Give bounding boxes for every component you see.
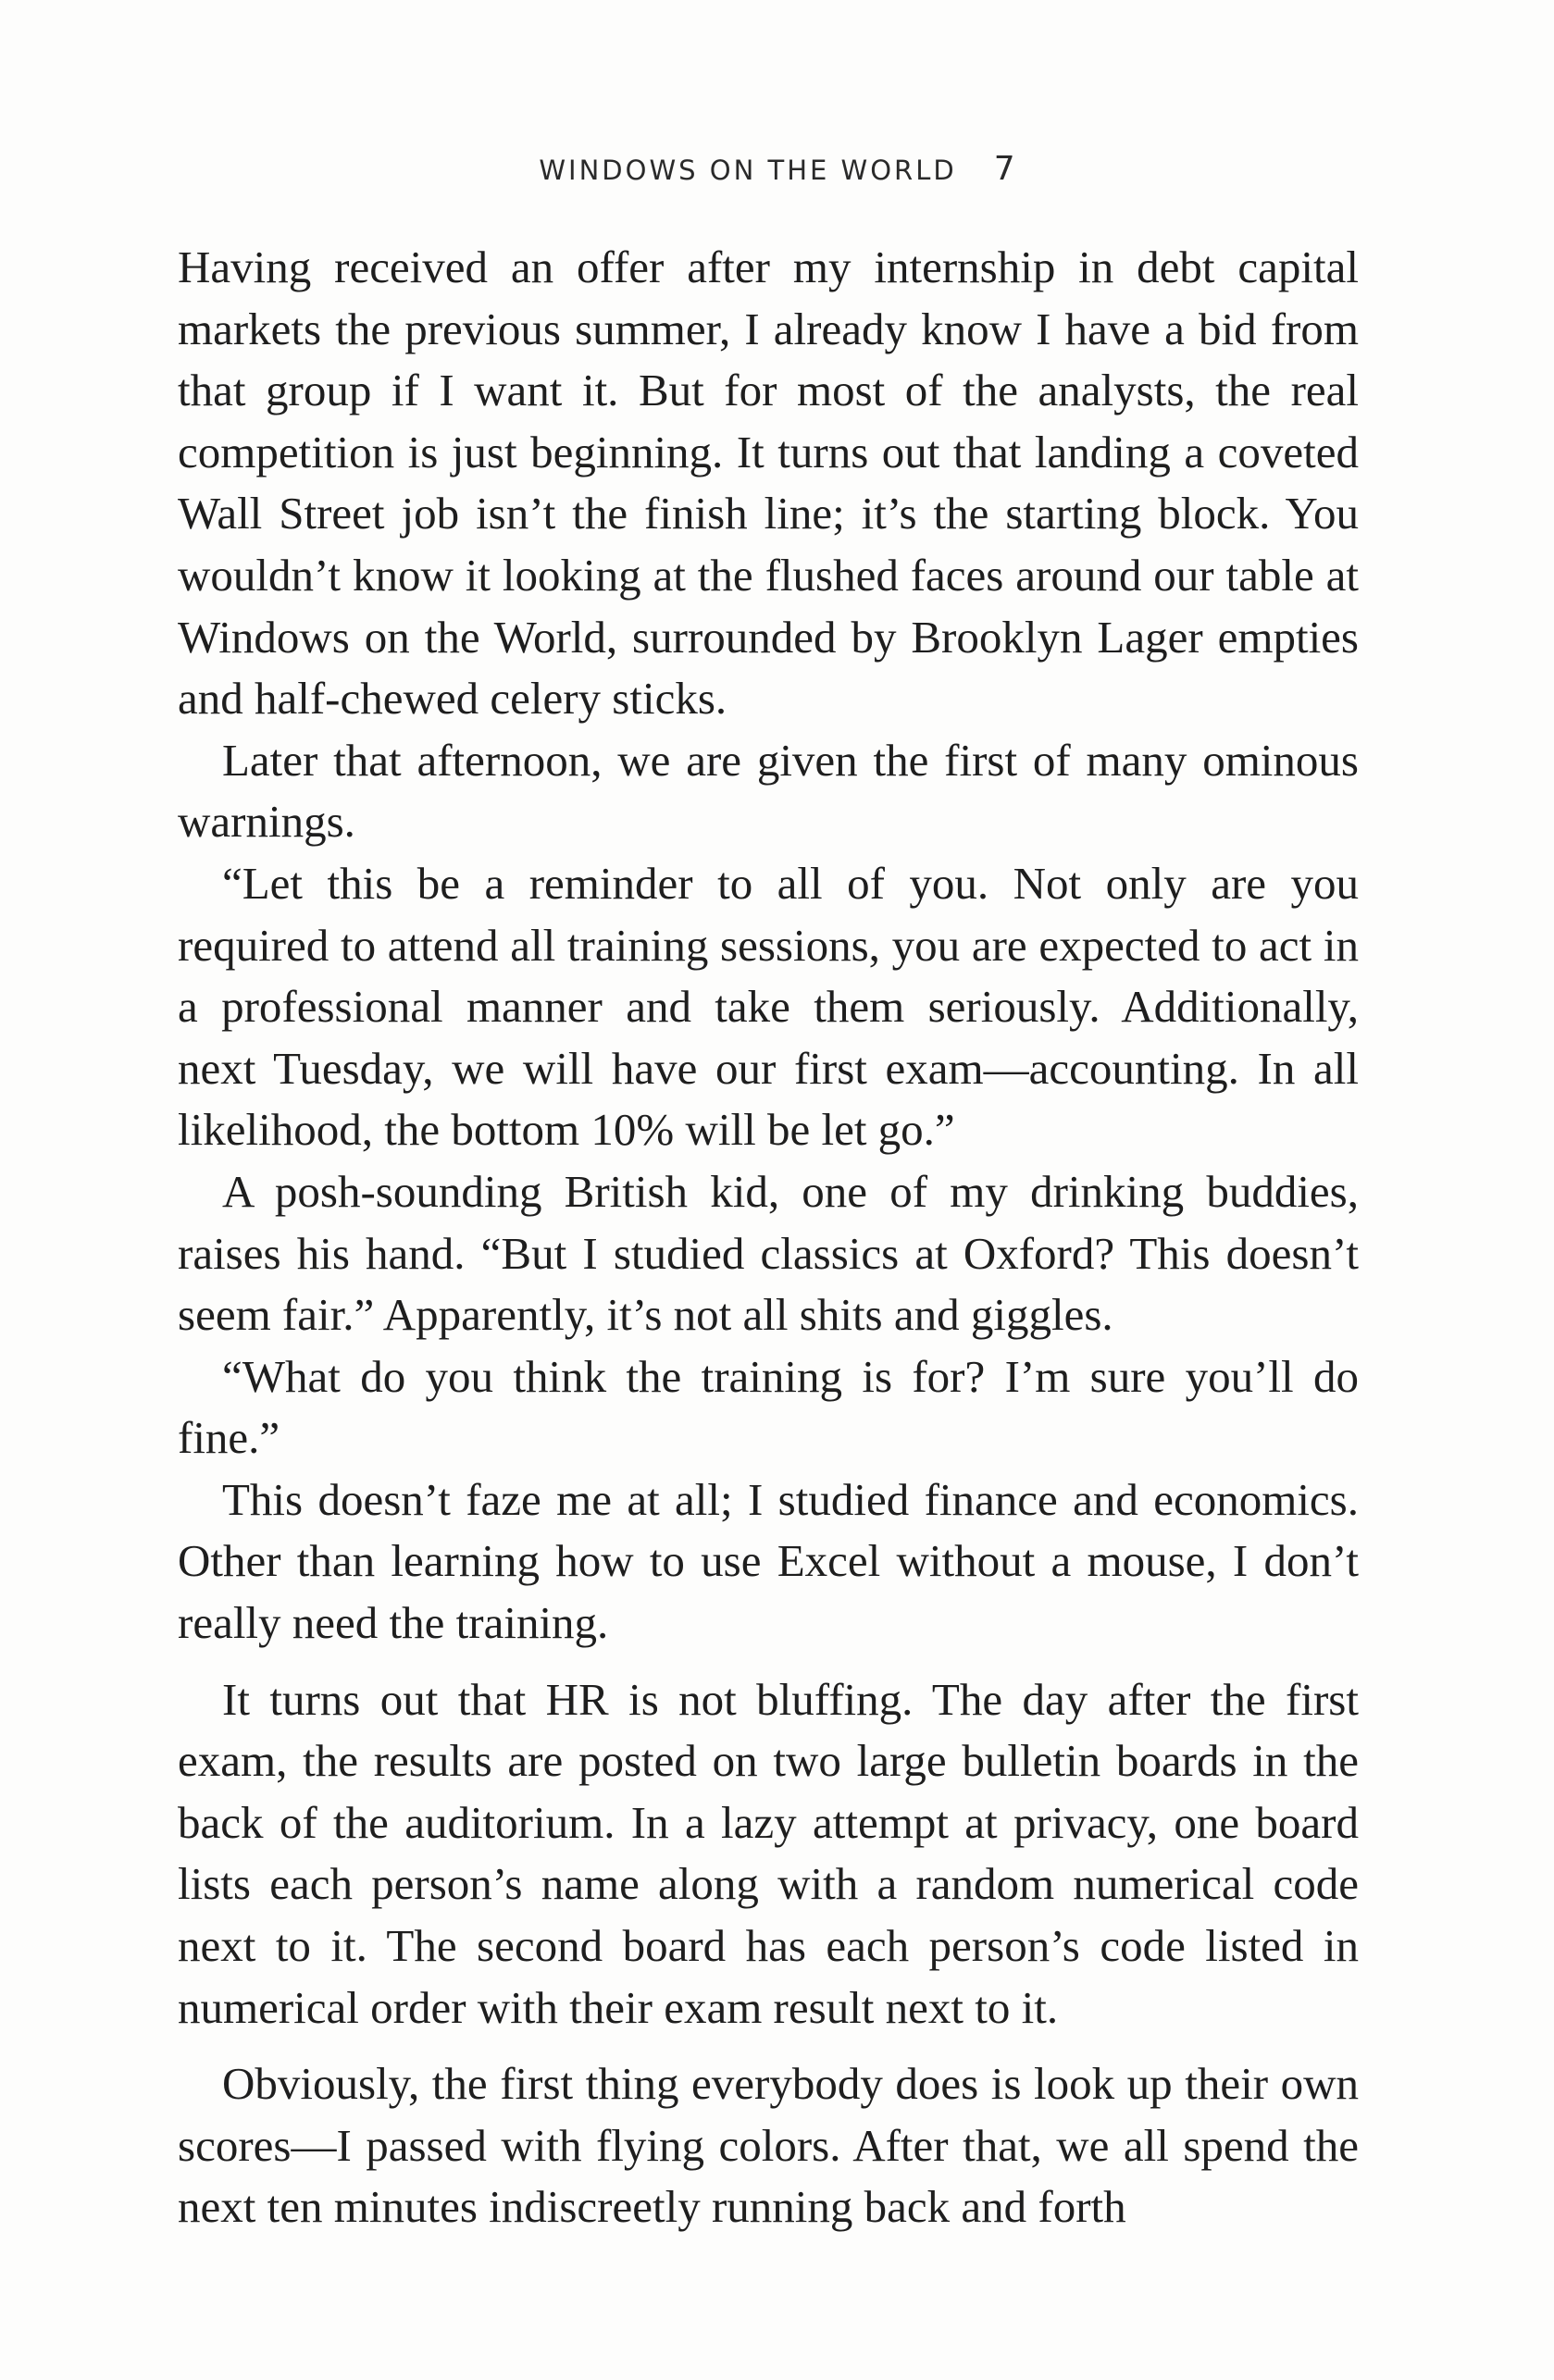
body-text: [178, 237, 1359, 2238]
paragraph: “Let this be a reminder to all of you. Not only are you required to attend all training sessions, you are expected to act in a professional manner and take them seriously. Additionally, next Tuesday, we will have our first exam—accounting. In all likelihood, the bottom 10% will be let go.”: [178, 857, 1359, 1156]
page-number: 7: [993, 150, 1015, 188]
paragraph: Having received an offer after my internship in debt capital markets the previous summer, I already know I have a bid from that group if I want it. But for most of the analysts, the real competition is just beginning. It turns out that landing a coveted Wall Street job isn’t the finish line; it’s the starting block. You wouldn’t know it looking at the flushed faces around our table at Windows on the World, surrounded by Brooklyn Lager empties and half-chewed celery sticks.: [178, 242, 1359, 725]
paragraph: It turns out that HR is not bluffing. The day after the first exam, the results are posted on two large bulletin boards in the back of the auditorium. In a lazy attempt at privacy, one board lists each person’s name along with a random numerical code next to it. The second board has each person’s code listed in numerical order with their exam result next to it.: [178, 1673, 1359, 2033]
paragraph: Obviously, the first thing everybody does is look up their own scores—I passed with flying colors. After that, we all spend the next ten minutes indiscreetly running back and forth: [178, 2058, 1359, 2233]
paragraph: Later that afternoon, we are given the first of many ominous warnings.: [178, 734, 1359, 848]
paragraph: “What do you think the training is for? I’m sure you’ll do fine.”: [178, 1350, 1359, 1464]
paragraph: A posh-sounding British kid, one of my drinking buddies, raises his hand. “But I studied classics at Oxford? This doesn’t seem fair.” Apparently, it’s not all shits and giggles.: [178, 1165, 1359, 1341]
running-head: [0, 150, 1554, 188]
paragraph: This doesn’t faze me at all; I studied finance and economics. Other than learning how to use Excel without a mouse, I don’t really need the training.: [178, 1473, 1359, 1649]
running-title: WINDOWS ON THE WORLD: [539, 155, 957, 186]
